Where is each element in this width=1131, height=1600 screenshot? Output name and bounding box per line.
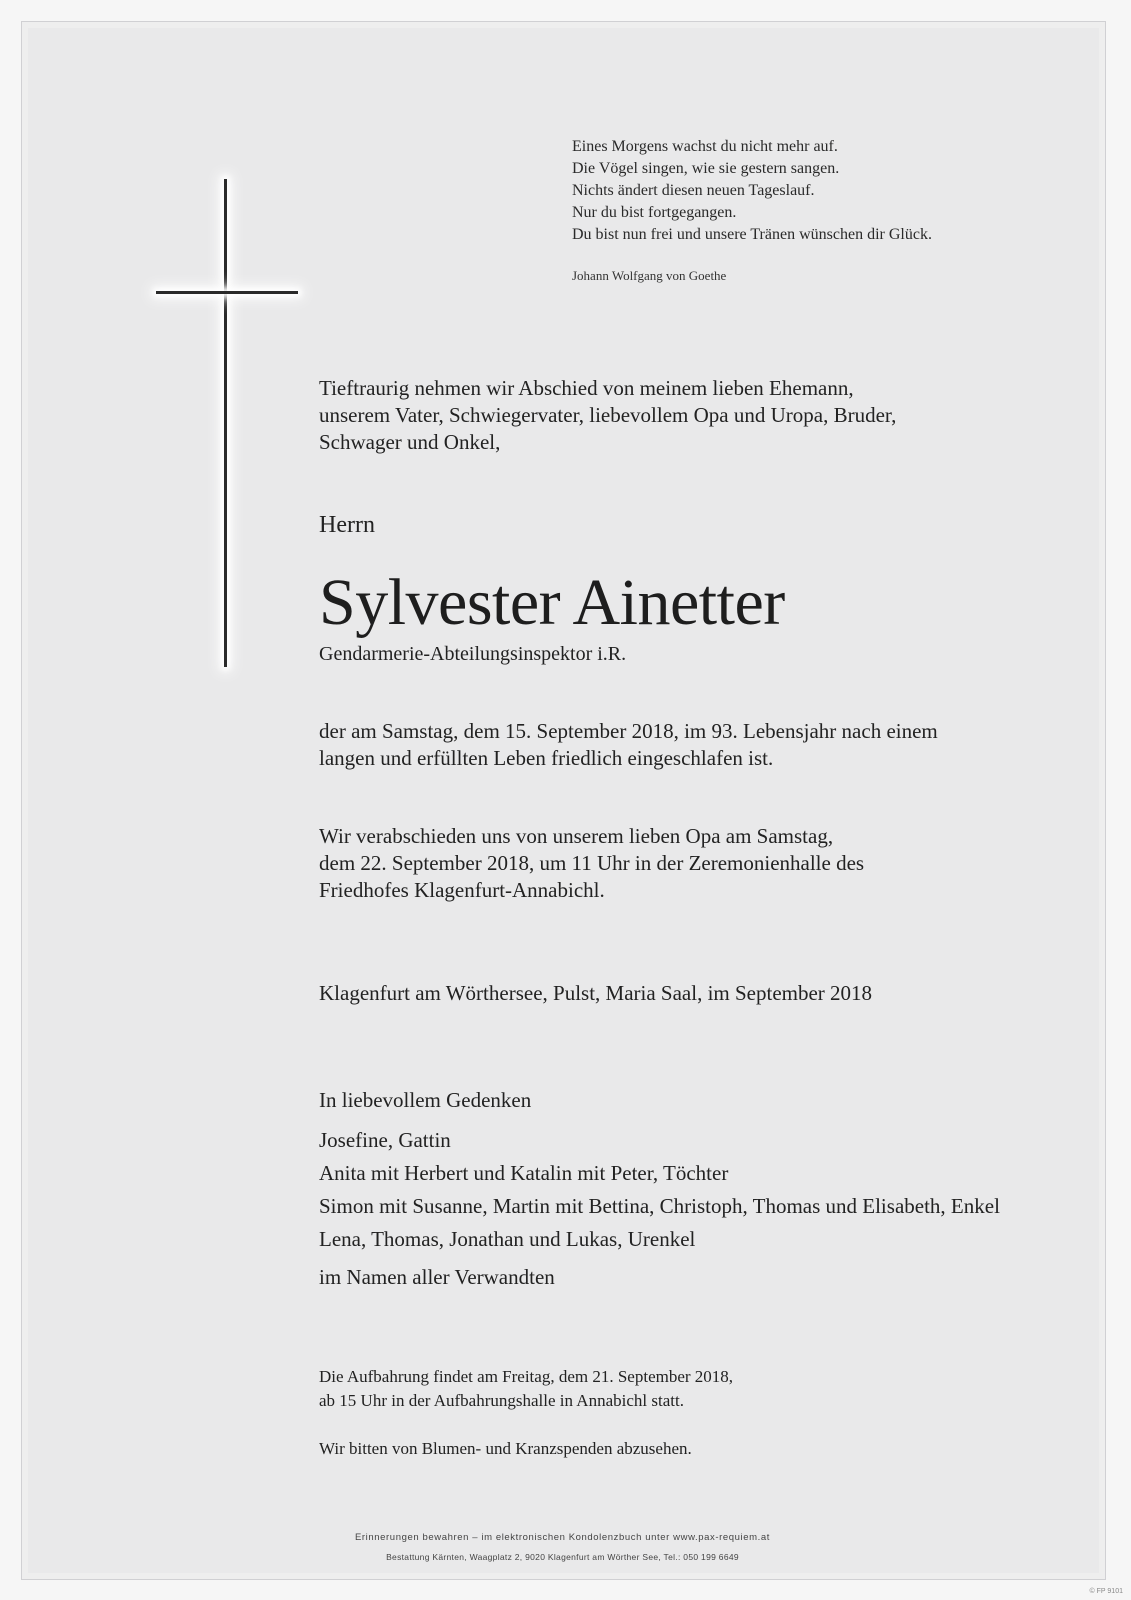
template-code: © FP 9101 [1089, 1588, 1123, 1595]
deceased-occupation: Gendarmerie-Abteilungsinspektor i.R. [319, 643, 627, 665]
wake-line: ab 15 Uhr in der Aufbahrungshalle in Annabichl statt. [319, 1391, 684, 1410]
family-member: Lena, Thomas, Jonathan und Lukas, Urenkel [319, 1227, 696, 1251]
family-member: Anita mit Herbert und Katalin mit Peter, Töchter [319, 1161, 729, 1185]
poem-line: Nichts ändert diesen neuen Tageslauf. [572, 182, 815, 199]
poem-author: Johann Wolfgang von Goethe [572, 268, 727, 283]
intro-line: unserem Vater, Schwiegervater, liebevollem Opa und Uropa, Bruder, [319, 403, 897, 427]
memory-closing: im Namen aller Verwandten [319, 1265, 555, 1289]
farewell-line: Friedhofes Klagenfurt-Annabichl. [319, 878, 605, 902]
poem-line: Nur du bist fortgegangen. [572, 204, 737, 221]
poem [572, 136, 1052, 246]
poem-line: Die Vögel singen, wie sie gestern sangen. [572, 160, 840, 177]
cross-icon [224, 179, 227, 667]
passing-line: der am Samstag, dem 15. September 2018, im 93. Lebensjahr nach einem [319, 719, 938, 743]
obituary-card [21, 21, 1106, 1580]
intro-line: Schwager und Onkel, [319, 430, 501, 454]
farewell-line: Wir verabschieden uns von unserem lieben Opa am Samstag, [319, 824, 834, 848]
intro-text [319, 375, 1059, 456]
family-list [319, 1124, 1059, 1256]
passing-line: langen und erfüllten Leben friedlich eingeschlafen ist. [319, 746, 774, 770]
farewell-line: dem 22. September 2018, um 11 Uhr in der Zeremonienhalle des [319, 851, 865, 875]
farewell-text [319, 823, 1059, 904]
wake-info [319, 1365, 1059, 1413]
memory-title: In liebevollem Gedenken [319, 1088, 532, 1112]
footer-condolence-link: Erinnerungen bewahren – im elektronischen Kondolenzbuch unter www.pax-requiem.at [354, 1532, 771, 1543]
flowers-note: Wir bitten von Blumen- und Kranzspenden abzusehen. [319, 1439, 692, 1458]
family-member: Josefine, Gattin [319, 1128, 451, 1152]
deceased-name: Sylvester Ainetter [319, 566, 785, 639]
footer-address: Bestattung Kärnten, Waagplatz 2, 9020 Klagenfurt am Wörther See, Tel.: 050 199 6649 [386, 1552, 739, 1562]
cross-icon-crossbar [156, 291, 298, 294]
salutation: Herrn [319, 512, 375, 538]
passing-text [319, 718, 1059, 772]
family-member: Simon mit Susanne, Martin mit Bettina, Christoph, Thomas und Elisabeth, Enkel [319, 1194, 1000, 1218]
poem-line: Eines Morgens wachst du nicht mehr auf. [572, 138, 838, 155]
place-date: Klagenfurt am Wörthersee, Pulst, Maria Saal, im September 2018 [319, 981, 873, 1005]
poem-line: Du bist nun frei und unsere Tränen wünschen dir Glück. [572, 226, 932, 243]
wake-line: Die Aufbahrung findet am Freitag, dem 21. September 2018, [319, 1367, 734, 1386]
intro-line: Tieftraurig nehmen wir Abschied von meinem lieben Ehemann, [319, 376, 854, 400]
